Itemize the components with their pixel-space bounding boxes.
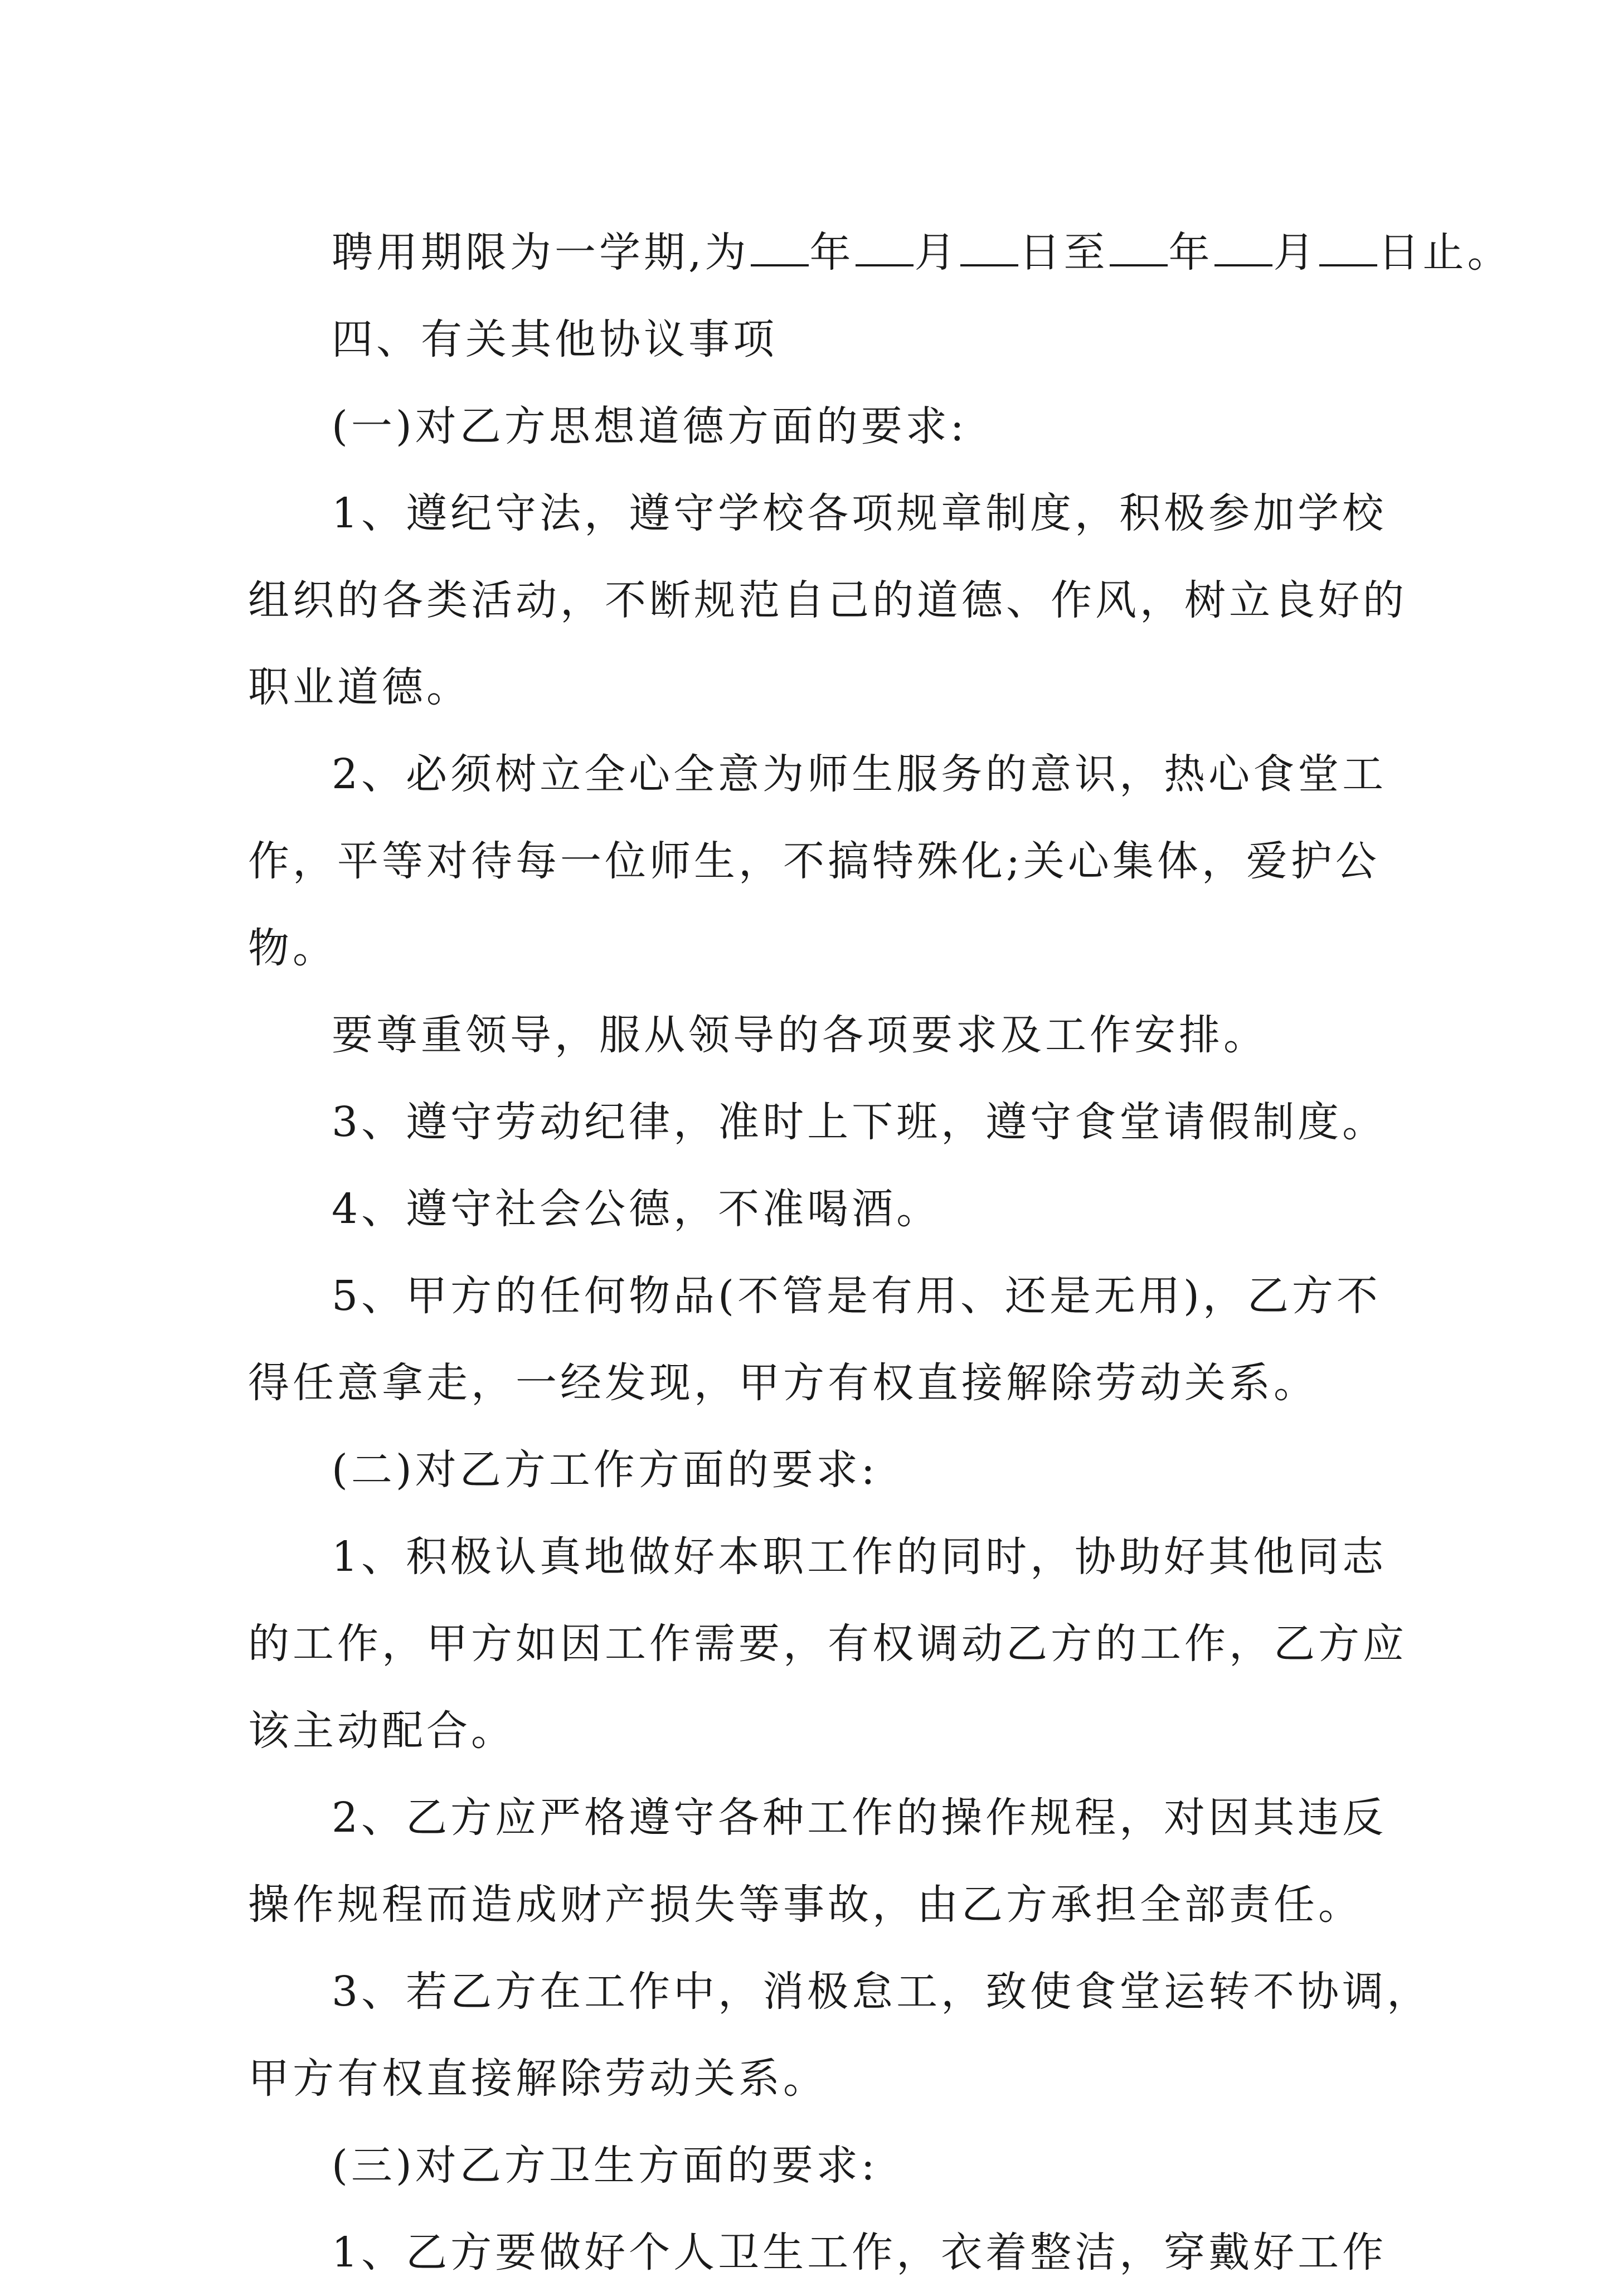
term-day-1: 日至 bbox=[1019, 229, 1109, 276]
blank-field bbox=[1319, 227, 1377, 266]
paragraph-line: 职业道德。 bbox=[248, 663, 471, 711]
paragraph-line: 2、必须树立全心全意为师生服务的意识，热心食堂工 bbox=[332, 750, 1387, 798]
paragraph-line: 组织的各类活动，不断规范自己的道德、作风，树立良好的 bbox=[248, 576, 1407, 624]
paragraph-line: 1、积极认真地做好本职工作的同时，协助好其他同志 bbox=[332, 1533, 1387, 1581]
term-month-2: 月 bbox=[1273, 229, 1318, 276]
term-year-1: 年 bbox=[809, 229, 854, 276]
paragraph-line: 得任意拿走，一经发现，甲方有权直接解除劳动关系。 bbox=[248, 1359, 1318, 1407]
paragraph-line: 3、若乙方在工作中，消极怠工，致使食堂运转不协调， bbox=[332, 1968, 1432, 2016]
subsection-heading-1: (一)对乙方思想道德方面的要求: bbox=[332, 402, 968, 450]
paragraph-line: 甲方有权直接解除劳动关系。 bbox=[248, 2055, 828, 2103]
blank-field bbox=[856, 227, 914, 266]
paragraph-line: 操作规程而造成财产损失等事故，由乙方承担全部责任。 bbox=[248, 1881, 1363, 1929]
blank-field bbox=[1110, 227, 1168, 266]
document-body bbox=[248, 209, 1512, 2296]
paragraph-line: 作，平等对待每一位师生，不搞特殊化;关心集体，爱护公 bbox=[248, 837, 1380, 885]
paragraph-line: 1、乙方要做好个人卫生工作，衣着整洁，穿戴好工作 bbox=[332, 2229, 1387, 2276]
paragraph-line: 的工作，甲方如因工作需要，有权调动乙方的工作，乙方应 bbox=[248, 1620, 1407, 1668]
term-day-2: 日止。 bbox=[1378, 229, 1512, 276]
paragraph-line: 2、乙方应严格遵守各种工作的操作规程，对因其违反 bbox=[332, 1794, 1387, 1842]
paragraph-line: 5、甲方的任何物品(不管是有用、还是无用)，乙方不 bbox=[332, 1272, 1381, 1320]
paragraph-line: 该主动配合。 bbox=[248, 1707, 516, 1755]
term-lead: 聘用期限为一学期,为 bbox=[332, 229, 750, 276]
paragraph-line: 3、遵守劳动纪律，准时上下班，遵守食堂请假制度。 bbox=[332, 1098, 1387, 1146]
paragraph-line: 4、遵守社会公德，不准喝酒。 bbox=[332, 1185, 941, 1233]
blank-field bbox=[1214, 227, 1272, 266]
blank-field bbox=[960, 227, 1018, 266]
paragraph-line: 要尊重领导，服从领导的各项要求及工作安排。 bbox=[332, 1011, 1268, 1059]
subsection-heading-3: (三)对乙方卫生方面的要求: bbox=[332, 2142, 878, 2190]
term-year-2: 年 bbox=[1168, 229, 1213, 276]
term-month-1: 月 bbox=[914, 229, 959, 276]
blank-field bbox=[751, 227, 809, 266]
subsection-heading-2: (二)对乙方工作方面的要求: bbox=[332, 1446, 878, 1494]
paragraph-line: 物。 bbox=[248, 924, 337, 972]
term-line bbox=[248, 209, 1512, 296]
paragraph-line: 1、遵纪守法，遵守学校各项规章制度，积极参加学校 bbox=[332, 489, 1387, 537]
section-heading-4: 四、有关其他协议事项 bbox=[332, 315, 778, 363]
